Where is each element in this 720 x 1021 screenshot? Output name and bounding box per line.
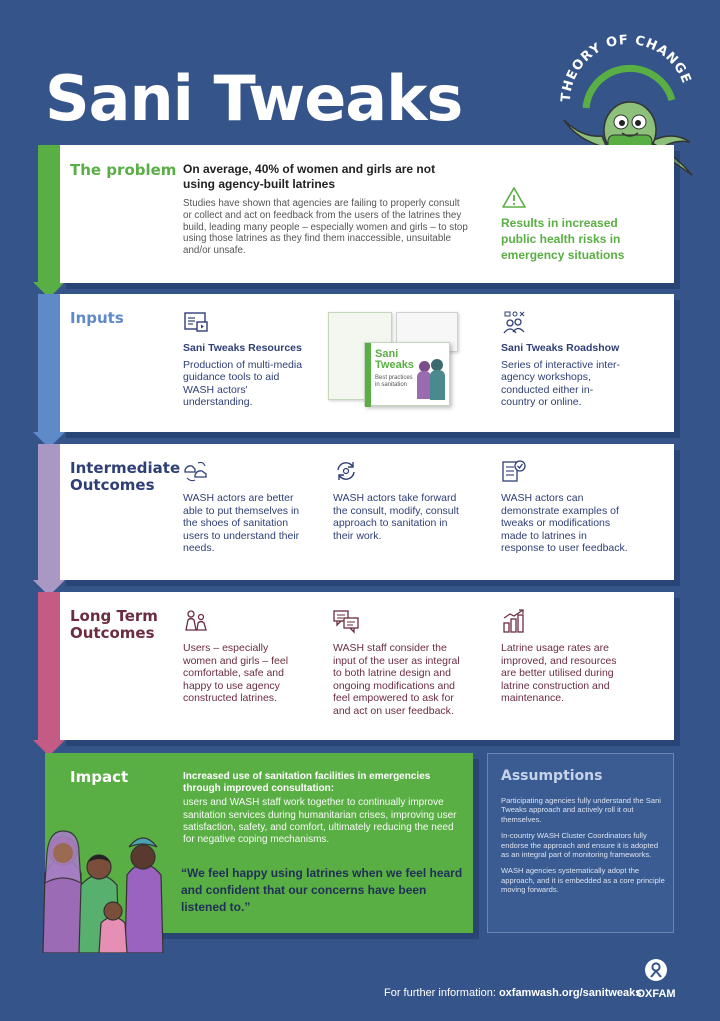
roadshow-title: Sani Tweaks Roadshow — [501, 342, 620, 354]
resources-body: Production of multi-media guidance tools to aid WASH actors' understanding. — [183, 358, 303, 409]
problem-label: The problem — [70, 161, 177, 179]
intermediate-card — [60, 444, 674, 580]
resource-books-illustration — [328, 312, 460, 408]
book-subtitle: Best practices in sanitation — [375, 375, 413, 388]
media-tools-icon — [183, 310, 209, 336]
page-title: Sani Tweaks — [45, 62, 463, 135]
oxfam-logo — [634, 958, 678, 1000]
longterm-col3: Latrine usage rates are improved, and resources are better utilised during latrine construction and maintenance. — [501, 642, 617, 705]
rising-bar-chart-icon — [501, 608, 527, 634]
intermediate-label: Intermediate Outcomes — [70, 459, 181, 494]
feedback-chat-icon — [333, 608, 359, 634]
problem-headline: On average, 40% of women and girls are not using agency-built latrines — [183, 162, 436, 191]
footer-info — [384, 987, 641, 999]
checklist-icon — [501, 458, 527, 484]
impact-label: Impact — [70, 768, 129, 786]
impact-quote: “We feel happy using latrines when we feel heard and confident that our concerns have been listened to.” — [181, 866, 463, 914]
footer-prefix: For further information: — [384, 987, 499, 999]
women-users-icon — [183, 608, 209, 634]
assumptions-panel — [487, 753, 674, 933]
assumptions-label: Assumptions — [501, 768, 603, 784]
warning-icon — [501, 185, 527, 211]
theory-of-change-badge: THEORY OF CHANGE — [558, 32, 694, 103]
longterm-label: Long Term Outcomes — [70, 607, 158, 642]
longterm-col1: Users – especially women and girls – feel comfortable, safe and happy to use agency constructed latrines. — [183, 642, 289, 705]
problem-body: Studies have shown that agencies are failing to properly consult or collect and act on feedback from the users of the latrines they build, leading many people – especially women and girls – to stop using those latrines as they find them inaccessible, unsuitable and/or unsafe. — [183, 198, 468, 257]
inputs-label: Inputs — [70, 309, 124, 327]
intermediate-flow-bar — [38, 444, 60, 580]
workshop-people-icon — [501, 310, 527, 336]
book-title: Sani Tweaks — [375, 348, 414, 371]
longterm-card — [60, 592, 674, 740]
cycle-icon — [333, 458, 359, 484]
footer-link[interactable]: oxfamwash.org/sanitweaks — [498, 987, 642, 999]
oxfam-logo-icon — [644, 958, 668, 982]
intermediate-col2: WASH actors take forward the consult, modify, consult approach to sanitation in their work. — [333, 492, 459, 542]
inputs-flow-bar — [38, 294, 60, 432]
longterm-flow-bar — [38, 592, 60, 740]
problem-card — [60, 145, 674, 283]
inputs-card — [60, 294, 674, 432]
assumption-item: In-country WASH Cluster Coordinators fully endorse the approach and ensure it is adopted as an integral part of monitoring frameworks. — [501, 831, 659, 860]
intermediate-col1: WASH actors are better able to put themselves in the shoes of sanitation users to understand their needs. — [183, 492, 300, 555]
intermediate-col3: WASH actors can demonstrate examples of tweaks or modifications made to latrines in response to user feedback. — [501, 492, 628, 555]
impact-card — [45, 753, 473, 933]
women-group-illustration — [35, 813, 175, 953]
assumption-item: Participating agencies fully understand the Sani Tweaks approach and actively roll it out themselves. — [501, 796, 661, 824]
impact-headline: Increased use of sanitation facilities in emergencies through improved consultation: — [183, 771, 431, 795]
impact-body: users and WASH staff work together to continually improve sanitation services during humanitarian crises, improving user satisfaction, safety, and comfort, ultimately reducing the need for negative coping mechanisms. — [183, 797, 457, 846]
resources-title: Sani Tweaks Resources — [183, 342, 302, 354]
longterm-col2: WASH staff consider the input of the user as integral to both latrine design and ongoing modifications and feel empowered to ask for and act on user feedback. — [333, 642, 460, 717]
shoes-icon — [183, 458, 209, 484]
assumption-item: WASH agencies systematically adopt the approach, and it is embedded as a core principle moving forwards. — [501, 866, 665, 895]
problem-result: Results in increased public health risks in emergency situations — [501, 216, 625, 262]
oxfam-wordmark: OXFAM — [636, 988, 676, 1000]
problem-flow-bar — [38, 145, 60, 282]
roadshow-body: Series of interactive inter-agency workshops, conducted either in-country or online. — [501, 358, 621, 409]
